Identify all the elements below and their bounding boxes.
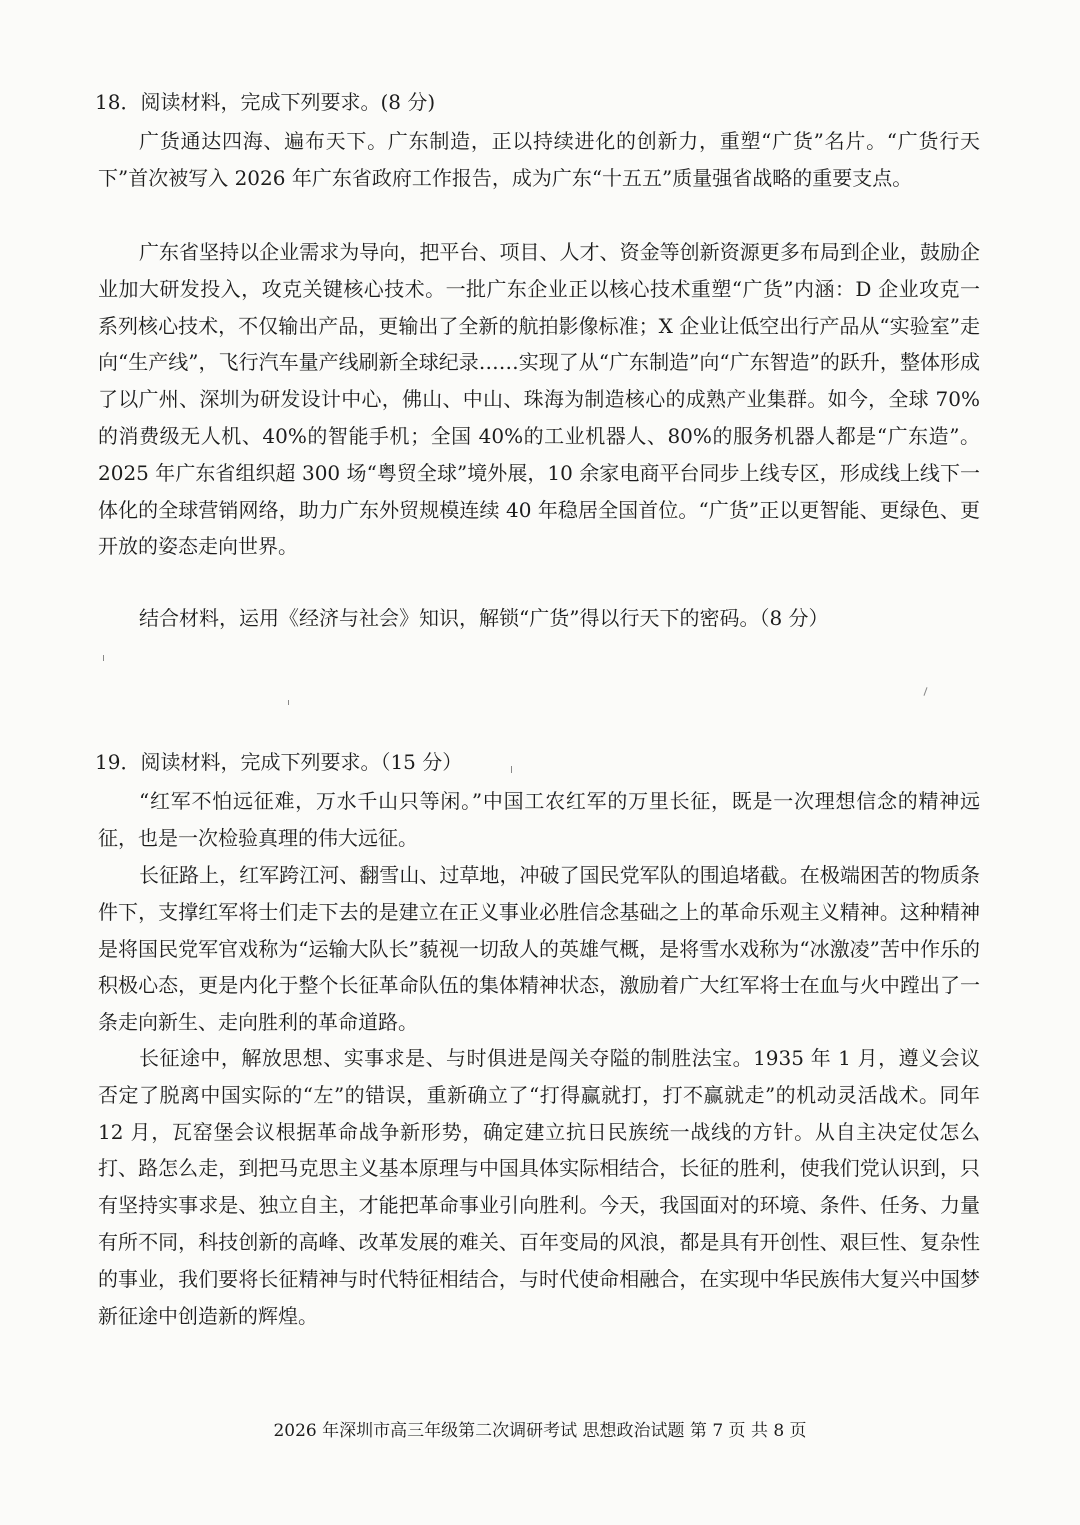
scan-speck	[288, 700, 289, 705]
scan-speck	[923, 687, 927, 696]
q19-material-paragraph-2: 长征路上，红军跨江河、翻雪山、过草地，冲破了国民党军队的围追堵截。在极端困苦的物质条件下，支撑红军将士们走下去的是建立在正义事业必胜信念基础之上的革命乐观主义精神。这种精神是将国民党军官戏称为“运输大队长”藐视一切敌人的英雄气概，是将雪水戏称为“冰激凌”苦中作乐的积极心态，更是内化于整个长征革命队伍的集体精神状态，激励着广大红军将士在血与火中蹚出了一条走向新生、走向胜利的革命道路。	[98, 863, 980, 1035]
q19-material-paragraph-3: 长征途中，解放思想、实事求是、与时俱进是闯关夺隘的制胜法宝。1935 年 1 月，遵义会议否定了脱离中国实际的“左”的错误，重新确立了“打得赢就打，打不赢就走”的机动灵活战术。同年 12 月，瓦窑堡会议根据革命战争新形势，确定建立抗日民族统一战线的方针。从自主决定仗怎么打、路怎么走，到把马克思主义基本原理与中国具体实际相结合，长征的胜利，使我们党认识到，只有坚持实事求是、独立自主，才能把革命事业引向胜利。今天，我国面对的环境、条件、任务、力量有所不同，科技创新的高峰、改革发展的难关、百年变局的风浪，都是具有开创性、艰巨性、复杂性的事业，我们要将长征精神与时代特征相结合，与时代使命相融合，在实现中华民族伟大复兴中国梦新征途中创造新的辉煌。	[98, 1046, 980, 1328]
q18-question: 结合材料，运用《经济与社会》知识，解锁“广货”得以行天下的密码。（8 分）	[139, 606, 829, 630]
question-18-title: 18．阅读材料，完成下列要求。(8 分)	[95, 90, 436, 114]
scan-speck	[103, 655, 104, 661]
scan-speck	[511, 766, 512, 773]
q18-material-paragraph-2: 广东省坚持以企业需求为导向，把平台、项目、人才、资金等创新资源更多布局到企业，鼓励企业加大研发投入，攻克关键核心技术。一批广东企业正以核心技术重塑“广货”内涵：D 企业攻克一系列核心技术，不仅输出产品，更输出了全新的航拍影像标准；X 企业让低空出行产品从“实验室”走向“生产线”，飞行汽车量产线刷新全球纪录……实现了从“广东制造”向“广东智造”的跃升，整体形成了以广州、深圳为研发设计中心，佛山、中山、珠海为制造核心的成熟产业集群。如今，全球 70%的消费级无人机、40%的智能手机；全国 40%的工业机器人、80%的服务机器人都是“广东造”。2025 年广东省组织超 300 场“粤贸全球”境外展，10 余家电商平台同步上线专区，形成线上线下一体化的全球营销网络，助力广东外贸规模连续 40 年稳居全国首位。“广货”正以更智能、更绿色、更开放的姿态走向世界。	[98, 240, 980, 559]
question-19-title: 19．阅读材料，完成下列要求。（15 分）	[95, 750, 463, 774]
page-footer: 2026 年深圳市高三年级第二次调研考试 思想政治试题 第 7 页 共 8 页	[273, 1421, 807, 1441]
q18-material-paragraph-1: 广货通达四海、遍布天下。广东制造，正以持续进化的创新力，重塑“广货”名片。“广货行天下”首次被写入 2026 年广东省政府工作报告，成为广东“十五五”质量强省战略的重要支点。	[98, 129, 980, 190]
q19-material-paragraph-1: “红军不怕远征难，万水千山只等闲。”中国工农红军的万里长征，既是一次理想信念的精神远征，也是一次检验真理的伟大远征。	[98, 789, 980, 850]
